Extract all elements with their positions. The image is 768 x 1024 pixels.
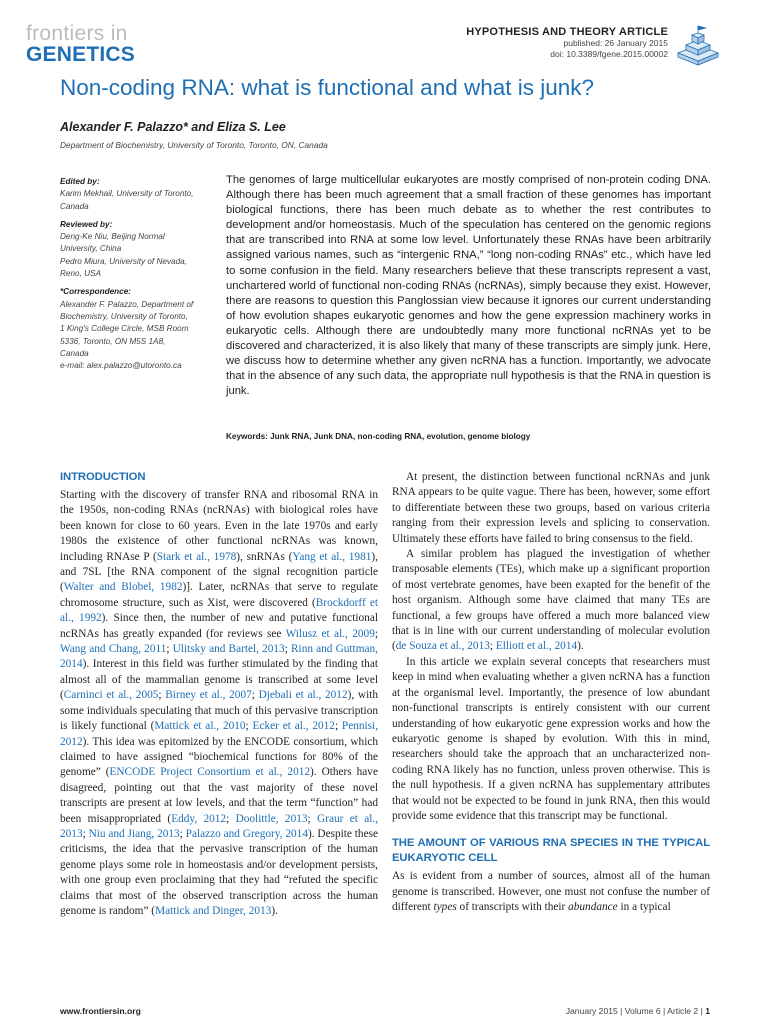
citation-link[interactable]: Eddy, 2012 (171, 812, 227, 825)
citation-link[interactable]: Stark et al., 1978 (156, 550, 237, 563)
text-run: ; (158, 689, 166, 702)
footer-issue-info (566, 1006, 710, 1016)
abstract: The genomes of large multicellular eukaryotes are mostly comprised of non-protein coding DNA. Although there has been much agreement that a small fraction of these genomes has important biological functions, there has been much debate as to whether the rest contributes to development and/or homeostasis. Much of the speculation has centered on the genomic regions that are transcribed into RNA at some low level. Unfortunately these RNAs have been arbitrarily assigned various names, such as “intergenic RNA,” “long non-coding RNAs” etc., which have led to some confusion in the field. Many researchers believe that these transcripts represent a vast, unchartered world of functional non-coding RNAs (ncRNAs), simply because they exist. However, there are reasons to question this Panglossian view because it ignores our current understanding of how evolution shapes eukaryotic genomes and how the gene expression machinery works in eukaryotic cells. Although there are undoubtedly many more functional ncRNAs yet to be discovered and characterized, it is also likely that many of these transcripts are simply junk. Here, we discuss how to determine whether any given ncRNA has a function. Importantly, we advocate that in the absence of any such data, the appropriate null hypothesis is that the RNA in question is junk. (226, 174, 711, 398)
journal-logo-line2: GENETICS (26, 43, 135, 66)
edited-by-line: Canada (60, 201, 89, 211)
body-paragraph (392, 869, 710, 915)
frontiers-cube-icon (673, 23, 723, 67)
correspondence-line: Canada (60, 348, 89, 358)
citation-link[interactable]: ENCODE Project Consortium et al., 2012 (109, 766, 311, 779)
article-type: HYPOTHESIS AND THEORY ARTICLE (466, 26, 668, 38)
published-date: published: 26 January 2015 (563, 38, 668, 48)
emphasis: types (433, 901, 457, 914)
text-run: ; (489, 640, 496, 653)
correspondence-line: Biochemistry, University of Toronto, (60, 311, 188, 321)
reviewed-by-line: Pedro Miura, University of Nevada, (60, 256, 187, 266)
author-affiliation: Department of Biochemistry, University of Toronto, Toronto, ON, Canada (60, 140, 328, 150)
section-heading-introduction: INTRODUCTION (60, 471, 146, 483)
citation-link[interactable]: Wilusz et al., 2009 (285, 627, 375, 640)
body-paragraph: At present, the distinction between functional ncRNAs and junk RNA appears to be quite vague. There has been, however, some effort to differentiate between these two groups, based on various criteria ranging from their expression levels and splicing to conservation. Ultimately these efforts have failed to bring consensus to the field. (392, 471, 710, 545)
text-run: ). Interest in this field was further stimulated by the finding that almost all of the mammalian genome is transcribed at some level ( (60, 658, 378, 702)
keywords: Keywords: Junk RNA, Junk DNA, non-coding RNA, evolution, genome biology (226, 432, 531, 441)
text-run: ; (82, 827, 89, 840)
citation-link[interactable]: Birney et al., 2007 (165, 689, 252, 702)
citation-link[interactable]: Graur et al., 2013 (60, 812, 379, 840)
text-run: )]. Later, ncRNAs that serve to regulate chromosome structure, such as Xist, were discovered ( (60, 581, 378, 609)
journal-logo-line1: frontiers in (26, 22, 128, 45)
text-run: ). Others have disagreed, pointing out that the vast majority of these novel transcripts are present at low levels, and that the term “function” had been misappropriated ( (60, 766, 378, 825)
correspondence-line: 1 King's College Circle, MSB Room (60, 324, 189, 334)
reviewed-by-label: Reviewed by: (60, 219, 113, 229)
correspondence-line: Alexander F. Palazzo, Department of (60, 299, 194, 309)
edited-by-label: Edited by: (60, 177, 100, 186)
citation-link[interactable]: Wang and Chang, 2011 (60, 643, 167, 656)
article-title: Non-coding RNA: what is functional and what is junk? (60, 75, 595, 100)
text-run: in a typical (617, 901, 671, 914)
reviewed-by-line: University, China (60, 244, 122, 254)
text-run: ; (334, 720, 342, 733)
reviewed-by-line: Deng-Ke Niu, Beijing Normal (60, 232, 165, 242)
article-header-info (466, 26, 668, 60)
body-paragraph (392, 547, 710, 655)
correspondence-email[interactable]: e-mail: alex.palazzo@utoronto.ca (60, 361, 182, 371)
citation-link[interactable]: Mattick and Dinger, 2013 (155, 904, 272, 917)
intro-paragraph (60, 488, 378, 919)
section-heading-rna-amount: THE AMOUNT OF VARIOUS RNA SPECIES IN THE TYPICAL EUKARYOTIC CELL (392, 837, 710, 865)
citation-link[interactable]: Ulitsky and Bartel, 2013 (172, 643, 285, 656)
citation-link[interactable]: Yang et al., 1981 (292, 550, 372, 563)
doi[interactable]: doi: 10.3389/fgene.2015.00002 (550, 49, 668, 59)
footer-issue: January 2015 | Volume 6 | Article 2 | (565, 1006, 706, 1016)
text-run: ; (251, 689, 259, 702)
body-column-right (392, 470, 710, 916)
text-run: ), snRNAs ( (236, 550, 293, 563)
citation-link[interactable]: Niu and Jiang, 2013 (88, 827, 180, 840)
citation-link[interactable]: Ecker et al., 2012 (252, 720, 335, 733)
citation-link[interactable]: Brockdorff et al., 1992 (60, 596, 378, 625)
text-run: ). Since then, the number of new and putative functional ncRNAs has greatly expanded (for reviews see (60, 612, 378, 640)
article-authors: Alexander F. Palazzo* and Eliza S. Lee (60, 120, 286, 134)
citation-link[interactable]: de Souza et al., 2013 (395, 640, 490, 653)
citation-link[interactable]: Rinn and Guttman, 2014 (60, 643, 378, 671)
text-run: of transcripts with their (456, 901, 569, 914)
citation-link[interactable]: Pennisi, 2012 (60, 720, 379, 748)
citation-link[interactable]: Palazzo and Gregory, 2014 (185, 827, 308, 840)
citation-link[interactable]: Carninci et al., 2005 (63, 689, 159, 702)
citation-link[interactable]: Doolittle, 2013 (235, 812, 308, 825)
text-run: ). (271, 904, 278, 917)
text-run: ; (307, 812, 318, 825)
text-run: ; (284, 643, 292, 656)
text-run: ), with some individuals speculating that much of this pervasive transcription is likely functional ( (60, 689, 379, 733)
text-run: As is evident from a number of sources, almost all of the human genome is transcribed. However, one must not confuse the number of different (392, 870, 710, 914)
text-run: ; (166, 643, 173, 656)
text-run: A similar problem has plagued the investigation of whether transposable elements (TEs), which make up a significant proportion of most vertebrate genomes, have been exapted for the benefit of the host organism. Although some have claimed that many TEs are functional, a few groups have offered a much more balanced view that is in line with our current understanding of molecular evolution ( (392, 548, 710, 653)
correspondence-line: 5336, Toronto, ON M5S 1A8, (60, 336, 166, 346)
emphasis: abundance (568, 901, 618, 914)
text-run: ). Despite these criticisms, the idea that the pervasive transcription of the human genome plays some role in homeostasis and/or development persists, with one group even proclaiming that they had “refuted the specific claims that most of the observed transcription across the human genome is random” ( (60, 827, 378, 917)
footer-website[interactable]: www.frontiersin.org (60, 1006, 141, 1016)
edited-by-line: Karim Mekhail, University of Toronto, (60, 189, 194, 199)
page-number: 1 (705, 1006, 710, 1016)
text-run: ; (226, 812, 236, 825)
citation-link[interactable]: Mattick et al., 2010 (154, 720, 246, 733)
reviewed-by-line: Reno, USA (60, 269, 101, 279)
body-column-left (60, 470, 378, 919)
editorial-sidebar (60, 176, 220, 372)
text-run: ; (245, 720, 253, 733)
journal-logo[interactable] (26, 24, 135, 66)
text-run: Starting with the discovery of transfer RNA and ribosomal RNA in the 1950s, non-coding RNAs (ncRNAs) with biological roles have been known for close to 60 years. Even in the late 1970s and early 1980s the existence of other functional ncRNAs was known, including RNAse P ( (60, 489, 378, 563)
text-run: ; (179, 827, 186, 840)
citation-link[interactable]: Djebali et al., 2012 (258, 689, 348, 702)
text-run: ), and 7SL [the RNA component of the signal recognition particle ( (60, 550, 378, 594)
citation-link[interactable]: Walter and Blobel, 1982 (63, 581, 183, 594)
text-run: ). (577, 640, 584, 653)
body-paragraph: In this article we explain several concepts that researchers must keep in mind when evaluating whether a given ncRNA has a function at the organismal level. Importantly, the presence of low abundant non-functional transcripts is entirely consistent with our current understanding of how eukaryotic gene expression works and how the eukaryotic genome is shaped by evolution. With this in mind, researchers should take the approach that an uncharacterized non-coding RNA likely has no function, unless proven otherwise. This is the null hypothesis. If a given ncRNA has supplementary attributes that would not be expected to be found in junk RNA, then this would provide some evidence that this transcript may be functional. (392, 655, 710, 822)
text-run: ; (374, 627, 378, 640)
citation-link[interactable]: Elliott et al., 2014 (495, 640, 578, 653)
text-run: ). This idea was epitomized by the ENCODE consortium, which claimed to have assigned “biochemical functions for 80% of the genome” ( (60, 735, 378, 779)
correspondence-label: *Correspondence: (60, 287, 131, 297)
